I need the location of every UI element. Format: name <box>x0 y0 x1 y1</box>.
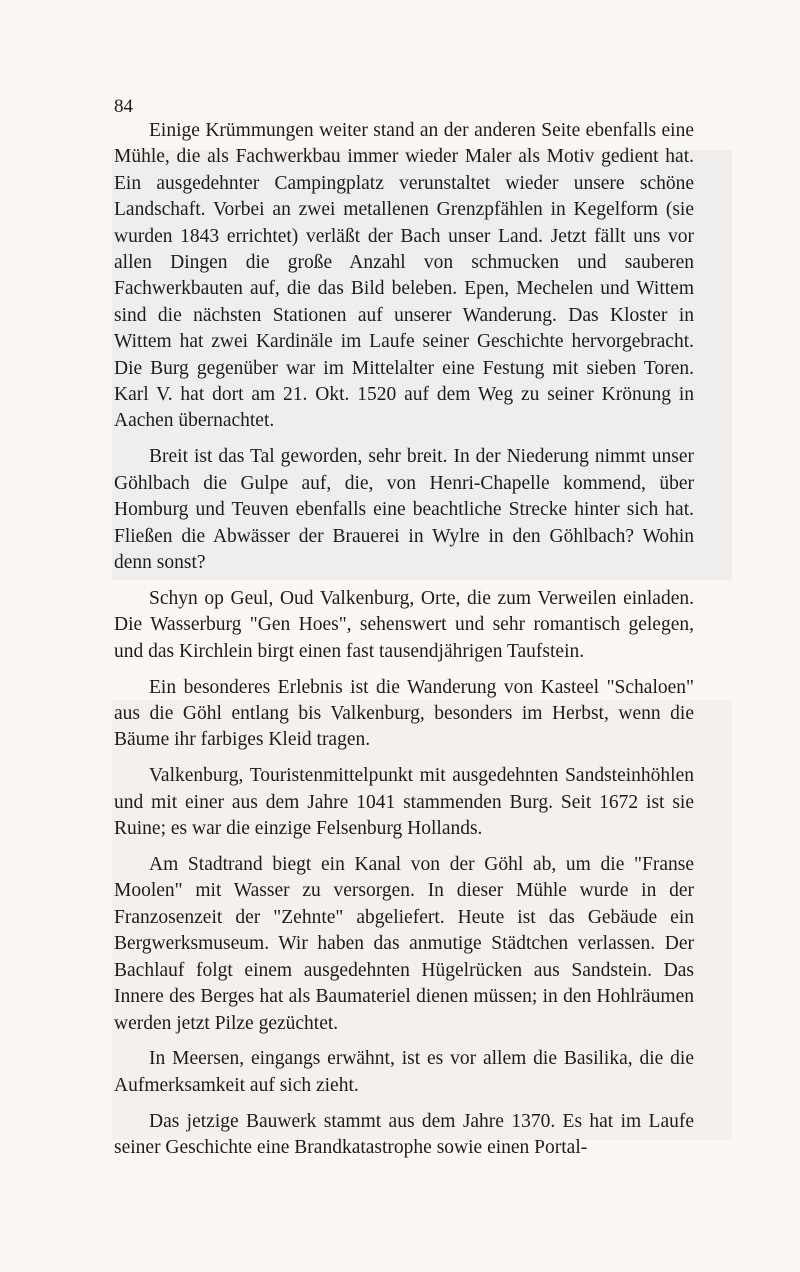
paragraph: In Meersen, eingangs erwähnt, ist es vor allem die Basilika, die die Aufmerksamkeit auf sich zieht. <box>114 1048 694 1096</box>
body-text <box>114 118 694 1171</box>
paragraph: Am Stadtrand biegt ein Kanal von der Göhl ab, um die "Franse Moolen" mit Wasser zu versorgen. In dieser Mühle wurde in der Franzosenzeit der "Zehnte" abgeliefert. Heute ist das Gebäude ein Bergwerksmuseum. Wir haben das anmutige Städtchen verlassen. Der Bachlauf folgt einem ausgedehnten Hügelrücken aus Sandstein. Das Innere des Berges hat als Baumateriel dienen müssen; in den Hohlräumen werden jetzt Pilze gezüchtet. <box>114 854 694 1034</box>
paragraph: Einige Krümmungen weiter stand an der anderen Seite ebenfalls eine Mühle, die als Fachwerkbau immer wieder Maler als Motiv gedient hat. Ein ausgedehnter Campingplatz verunstaltet wieder unsere schöne Landschaft. Vorbei an zwei metallenen Grenzpfählen in Kegelform (sie wurden 1843 errichtet) verläßt der Bach unser Land. Jetzt fällt uns vor allen Dingen die große Anzahl von schmucken und sauberen Fachwerkbauten auf, die das Bild beleben. Epen, Mechelen und Wittem sind die nächsten Stationen auf unserer Wanderung. Das Kloster in Wittem hat zwei Kardinäle im Laufe seiner Geschichte hervorgebracht. Die Burg gegenüber war im Mittelalter eine Festung mit sieben Toren. Karl V. hat dort am 21. Okt. 1520 auf dem Weg zu seiner Krönung in Aachen übernachtet. <box>114 120 694 432</box>
page-number: 84 <box>114 96 133 117</box>
paragraph: Das jetzige Bauwerk stammt aus dem Jahre 1370. Es hat im Laufe seiner Geschichte eine Brandkatastrophe sowie einen Portal- <box>114 1110 694 1159</box>
paragraph: Ein besonderes Erlebnis ist die Wanderung von Kasteel "Schaloen" aus die Göhl entlang bis Valkenburg, besonders im Herbst, wenn die Bäume ihr farbiges Kleid tragen. <box>114 676 694 751</box>
paragraph: Schyn op Geul, Oud Valkenburg, Orte, die zum Verweilen einladen. Die Wasserburg "Gen Hoes", sehenswert und sehr romantisch gelegen, und das Kirchlein birgt einen fast tausendjährigen Taufstein. <box>114 587 694 662</box>
paragraph: Valkenburg, Touristenmittelpunkt mit ausgedehnten Sandsteinhöhlen und mit einer aus dem Jahre 1041 stammenden Burg. Seit 1672 ist sie Ruine; es war die einzige Felsenburg Hollands. <box>114 765 694 840</box>
paragraph: Breit ist das Tal geworden, sehr breit. In der Niederung nimmt unser Göhlbach die Gulpe auf, die, von Henri-Chapelle kommend, über Homburg und Teuven ebenfalls eine beachtliche Strecke hinter sich hat. Fließen die Abwässer der Brauerei in Wylre in den Göhlbach? Wohin denn sonst? <box>114 446 694 573</box>
